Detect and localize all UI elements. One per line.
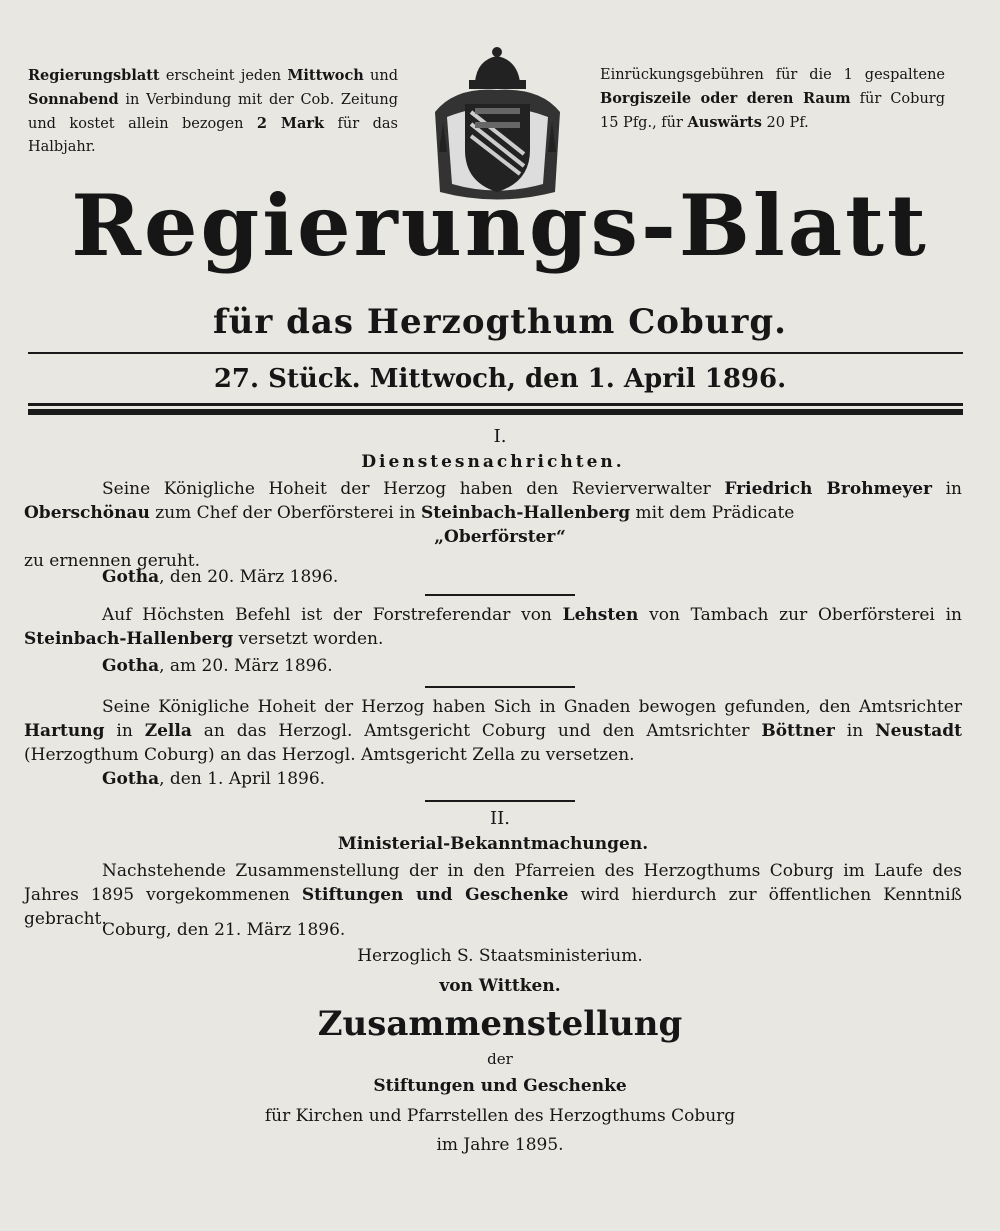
compilation-year: im Jahre 1895.	[436, 1135, 564, 1155]
subscription-info	[28, 64, 398, 159]
place-name: Neustadt	[875, 721, 962, 741]
section-number: I.	[493, 426, 507, 447]
notice-text: Seine Königliche Hoheit der Herzog haben Sich in Gnaden bewogen gefunden, den Amtsrichter	[102, 697, 962, 717]
issue-line: 27. Stück. Mittwoch, den 1. April 1896.	[213, 364, 787, 394]
separator	[425, 686, 575, 688]
dateline: Coburg, den 21. März 1896.	[102, 920, 346, 940]
notice-text: in	[104, 721, 145, 741]
section-heading: Ministerial-Bekanntmachungen.	[337, 834, 649, 854]
subject-emphasis: Stiftungen und Geschenke	[301, 885, 569, 905]
notice-text: (Herzogthum Coburg) an das Herzogl. Amtsgericht Zella zu versetzen.	[24, 745, 635, 765]
advertising-rates	[600, 64, 945, 135]
notice-text: Auf Höchsten Befehl ist der Forstreferendar von	[102, 605, 563, 625]
notice-text: in	[932, 479, 962, 499]
day-wednesday: Mittwoch	[287, 67, 364, 84]
signer-name: von Wittken.	[439, 976, 561, 996]
price: 2 Mark	[256, 115, 325, 132]
paper-name-mention: Regierungsblatt	[28, 67, 160, 84]
notice-text: Nachstehende Zusammenstellung der in den Pfarreien des Herzogthums Coburg im Laufe des Jahres 1895 vorgekommenen	[24, 861, 962, 905]
section-number: II.	[490, 808, 510, 829]
rates-text-bold: Auswärts	[687, 114, 762, 131]
rates-text: 20 Pf.	[761, 115, 809, 131]
person-name: Hartung	[24, 721, 105, 741]
dateline-place: Gotha	[102, 567, 160, 587]
notice-text: in	[834, 721, 876, 741]
notice-text: wird hierdurch zur öffentlichen Kenntniß gebracht.	[24, 885, 962, 929]
subscription-text: in Verbindung mit der Cob. Zeitung und kostet allein bezogen	[28, 92, 398, 132]
subscription-text: erscheint jeden	[159, 68, 288, 84]
subscription-text: für das Halbjahr.	[28, 116, 398, 155]
day-saturday: Sonnabend	[28, 91, 119, 108]
notice-text: Seine Königliche Hoheit der Herzog haben den Revierverwalter	[102, 479, 725, 499]
compilation-der: der	[487, 1050, 513, 1068]
dateline-date: , den 20. März 1896.	[159, 567, 339, 587]
person-name: Friedrich Brohmeyer	[724, 479, 933, 499]
divider	[28, 403, 963, 406]
dateline-date: , den 1. April 1896.	[159, 769, 326, 789]
rates-text: Einrückungsgebühren für die 1 gespaltene	[600, 67, 945, 83]
separator	[425, 800, 575, 802]
section-heading: Dienstesnachrichten.	[361, 452, 625, 472]
notice-text: an das Herzogl. Amtsgericht Coburg und den Amtsrichter	[191, 721, 762, 741]
dateline-date: , am 20. März 1896.	[159, 656, 333, 676]
rates-text: für Coburg 15 Pfg., für	[600, 91, 945, 131]
divider	[28, 352, 963, 354]
rates-text-bold: Borgiszeile oder deren Raum	[600, 90, 851, 107]
separator	[425, 594, 575, 596]
place-name: Steinbach-Hallenberg	[420, 503, 631, 523]
dateline	[102, 565, 338, 589]
notice-text: zum Chef der Oberförsterei in	[149, 503, 421, 523]
masthead-title: Regierungs-Blatt	[71, 176, 929, 275]
title-quote: „Oberförster“	[434, 527, 566, 547]
place-name: Zella	[144, 721, 192, 741]
subscription-text: und	[363, 68, 398, 84]
compilation-title: Zusammenstellung	[317, 1004, 683, 1044]
person-name: Lehsten	[562, 605, 639, 625]
notice-text: von Tambach zur Oberförsterei in	[638, 605, 962, 625]
compilation-subject: Stiftungen und Geschenke	[373, 1076, 627, 1096]
person-name: Böttner	[761, 721, 835, 741]
divider	[28, 409, 963, 415]
notice-paragraph	[24, 603, 962, 651]
masthead-subtitle: für das Herzogthum Coburg.	[212, 302, 788, 342]
notice-paragraph	[24, 477, 962, 525]
dateline	[102, 654, 333, 678]
dateline-place: Gotha	[102, 769, 160, 789]
notice-end: zu ernennen geruht.	[24, 551, 201, 571]
place-name: Oberschönau	[24, 503, 150, 523]
dateline-place: Gotha	[102, 656, 160, 676]
notice-text: mit dem Prädicate	[630, 503, 795, 523]
place-name: Steinbach-Hallenberg	[24, 629, 234, 649]
ministry-signature: Herzoglich S. Staatsministerium.	[357, 946, 643, 966]
dateline	[102, 767, 325, 791]
notice-text: versetzt worden.	[233, 629, 384, 649]
notice-paragraph	[24, 695, 962, 767]
compilation-scope: für Kirchen und Pfarrstellen des Herzogthums Coburg	[264, 1106, 736, 1126]
